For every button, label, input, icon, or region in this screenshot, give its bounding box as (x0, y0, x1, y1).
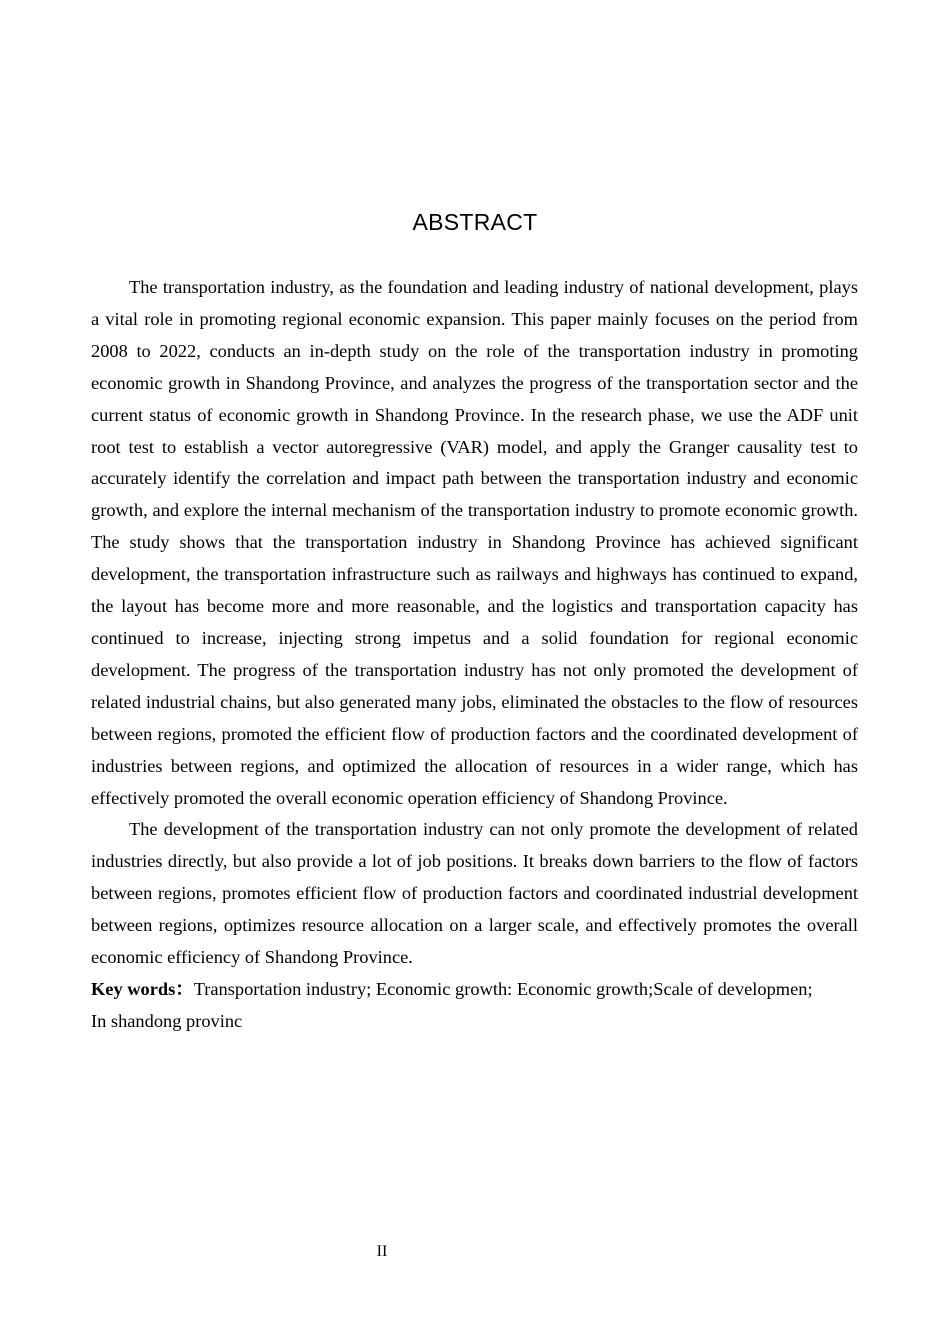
keywords-label: Key words： (91, 978, 194, 999)
keywords-text: Transportation industry; Economic growth: Economic growth;Scale of developmen; (193, 978, 813, 999)
abstract-title: ABSTRACT (412, 209, 538, 235)
abstract-paragraph-2: The development of the transportation industry can not only promote the development of related industries directly, but also provide a lot of job positions. It breaks down barriers to the flow of factors between regions, promotes efficient flow of production factors and coordinated industrial development between regions, optimizes resource allocation on a larger scale, and effectively promotes the overall economic efficiency of Shandong Province. (91, 819, 858, 968)
keywords-text-continued: In shandong provinc (91, 1010, 243, 1031)
abstract-paragraph-1: The transportation industry, as the foundation and leading industry of national development, plays a vital role in promoting regional economic expansion. This paper mainly focuses on the period from 2008 to 2022, conducts an in-depth study on the role of the transportation industry in promoting economic growth in Shandong Province, and analyzes the progress of the transportation sector and the current status of economic growth in Shandong Province. In the research phase, we use the ADF unit root test to establish a vector autoregressive (VAR) model, and apply the Granger causality test to accurately identify the correlation and impact path between the transportation industry and economic growth, and explore the internal mechanism of the transportation industry to promote economic growth. The study shows that the transportation industry in Shandong Province has achieved significant development, the transportation infrastructure such as railways and highways has continued to expand, the layout has become more and more reasonable, and the logistics and transportation capacity has continued to increase, injecting strong impetus and a solid foundation for regional economic development. The progress of the transportation industry has not only promoted the development of related industrial chains, but also generated many jobs, eliminated the obstacles to the flow of resources between regions, promoted the efficient flow of production factors and the coordinated development of industries between regions, and optimized the allocation of resources in a wider range, which has effectively promoted the overall economic operation efficiency of Shandong Province. (91, 277, 858, 808)
abstract-body (91, 272, 858, 1038)
keywords-line (91, 974, 858, 1038)
page-number: II (376, 1243, 388, 1260)
